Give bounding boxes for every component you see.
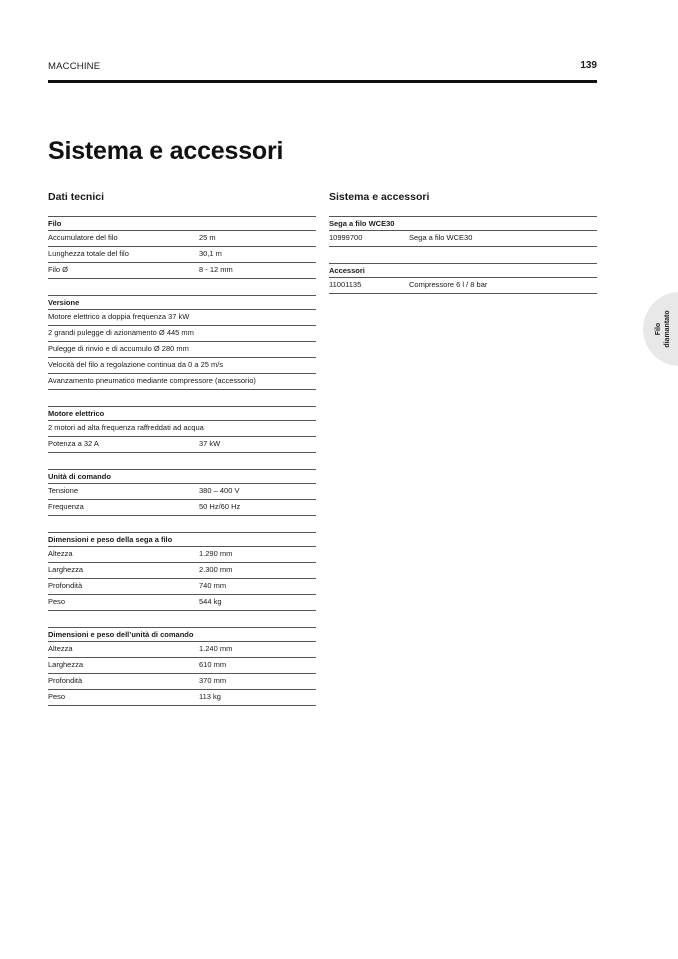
row-label: 11001135 [329,280,362,289]
page-header [48,61,597,83]
row-label: Larghezza [48,565,84,574]
technical-data-title: Dati tecnici [48,191,105,203]
row-label: Lunghezza totale del filo [48,249,129,258]
section-name: MACCHINE [48,61,101,72]
row-label: Larghezza [48,660,84,669]
row-label: 2 motori ad alta frequenza raffreddati ad acqua [48,423,204,432]
technical-data-groups [48,216,316,706]
page-title: Sistema e accessori [48,137,284,165]
row-value: Sega a filo WCE30 [409,233,473,242]
row-label: Profondità [48,581,83,590]
row-label: Tensione [48,486,79,495]
row-value: 1.240 mm [199,644,233,653]
table-row [48,263,316,279]
row-value: 544 kg [199,597,222,606]
row-label: Pulegge di rinvio e di accumulo Ø 280 mm [48,344,189,353]
group-spacer [48,279,316,295]
row-label: Motore elettrico a doppia frequenza 37 kW [48,312,190,321]
system-accessories-column [329,191,597,294]
row-value: 740 mm [199,581,227,590]
side-tab-label [654,284,676,374]
table-row [48,690,316,706]
table-row [48,595,316,611]
group-spacer [329,247,597,263]
group-title: Dimensioni e peso dell’unità di comando [48,627,316,642]
row-value: 2.300 mm [199,565,233,574]
technical-data-column [48,191,316,706]
table-row [48,374,316,390]
row-value: Compressore 6 l / 8 bar [409,280,488,289]
table-row [48,358,316,374]
row-value: 25 m [199,233,216,242]
row-value: 370 mm [199,676,227,685]
side-tab-line-1: Filo [655,322,662,336]
row-label: 2 grandi pulegge di azionamento Ø 445 mm [48,328,194,337]
table-row [48,579,316,595]
row-value: 30,1 m [199,249,222,258]
row-value: 37 kW [199,439,221,448]
table-row [48,342,316,358]
row-value: 50 Hz/60 Hz [199,502,241,511]
table-row [329,231,597,247]
row-value: 113 kg [199,692,221,701]
row-label: Avanzamento pneumatico mediante compressore (accessorio) [48,376,256,385]
table-row [48,421,316,437]
table-row [48,310,316,326]
table-row [48,231,316,247]
table-row [48,247,316,263]
row-label: 10999700 [329,233,363,242]
row-label: Altezza [48,644,73,653]
group-spacer [48,516,316,532]
table-row [48,326,316,342]
row-value: 8 - 12 mm [199,265,233,274]
group-title: Dimensioni e peso della sega a filo [48,532,316,547]
row-label: Velocità del filo a regolazione continua da 0 a 25 m/s [48,360,224,369]
group-title: Versione [48,295,316,310]
system-accessories-title: Sistema e accessori [329,191,430,203]
row-value: 1.290 mm [199,549,233,558]
group-title: Motore elettrico [48,406,316,421]
row-label: Frequenza [48,502,84,511]
row-label: Filo Ø [48,265,69,274]
table-row [48,563,316,579]
group-spacer [48,453,316,469]
table-row [48,642,316,658]
table-row [48,658,316,674]
table-row [329,278,597,294]
group-title: Sega a filo WCE30 [329,216,597,231]
system-accessories-groups [329,216,597,294]
table-row [48,484,316,500]
row-label: Potenza a 32 A [48,439,99,448]
row-label: Profondità [48,676,83,685]
group-spacer [48,611,316,627]
table-row [48,500,316,516]
table-row [48,547,316,563]
row-label: Accumulatore del filo [48,233,118,242]
table-row [48,437,316,453]
row-value: 380 – 400 V [199,486,240,495]
row-label: Peso [48,692,66,701]
group-title: Accessori [329,263,597,278]
row-value: 610 mm [199,660,227,669]
table-row [48,674,316,690]
row-label: Peso [48,597,66,606]
group-spacer [48,390,316,406]
group-title: Filo [48,216,316,231]
side-tab-line-2: diamantato [664,310,671,348]
page-number: 139 [580,60,597,71]
row-label: Altezza [48,549,73,558]
group-title: Unità di comando [48,469,316,484]
